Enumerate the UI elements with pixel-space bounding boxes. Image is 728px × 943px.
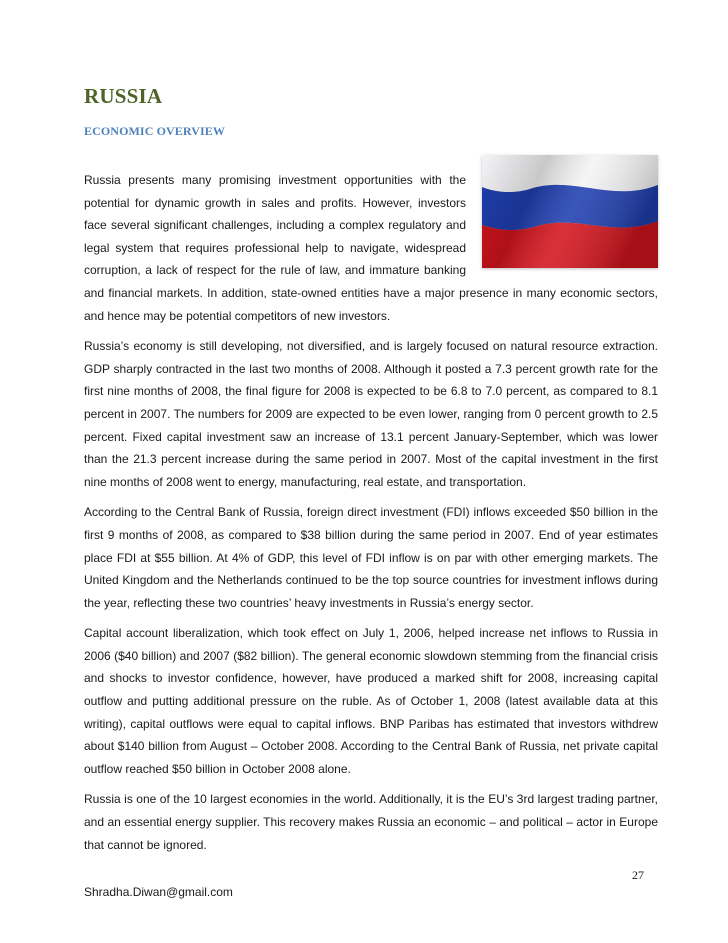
paragraph-2: Russia’s economy is still developing, not diversified, and is largely focused on natural resource extraction. GDP sharply contracted in the last two months of 2008. Although it posted a 7.3 percent growth rate for the first nine months of 2008, the final figure for 2008 is expected to be 6.8 to 7.0 percent, as compared to 8.1 percent in 2007. The numbers for 2009 are expected to be even lower, ranging from 0 percent growth to 2.5 percent. Fixed capital investment saw an increase of 13.1 percent January-September, which was lower than the 21.3 percent increase during the same period in 2007. Most of the capital investment in the first nine months of 2008 went to energy, manufacturing, real estate, and transportation. <box>84 339 658 489</box>
paragraph-4: Capital account liberalization, which took effect on July 1, 2006, helped increase net inflows to Russia in 2006 ($40 billion) and 2007 ($82 billion). The general economic slowdown stemming from the financial crisis and shocks to investor confidence, however, have produced a marked shift for 2008, increasing capital outflow and putting additional pressure on the ruble. As of October 1, 2008 (latest available data at this writing), capital outflows were equal to capital inflows. BNP Paribas has estimated that investors withdrew about $140 billion from August – October 2008. According to the Central Bank of Russia, net private capital outflow reached $50 billion in October 2008 alone. <box>84 626 658 776</box>
paragraph-1: Russia presents many promising investment opportunities with the potential for dynamic growth in sales and profits. However, investors face several significant challenges, including a complex regulatory and legal system that requires professional help to navigate, widespread corruption, a lack of respect for the rule of law, and immature banking and financial markets. In addition, state-owned entities have a major presence in many economic sectors, and hence may be potential competitors of new investors. <box>84 173 658 323</box>
body-text <box>84 169 658 864</box>
paragraph-5: Russia is one of the 10 largest economies in the world. Additionally, it is the EU’s 3rd largest trading partner, and an essential energy supplier. This recovery makes Russia an economic – and political – actor in Europe that cannot be ignored. <box>84 792 658 852</box>
footer-email: Shradha.Diwan@gmail.com <box>84 885 233 899</box>
page-number: 27 <box>632 868 644 882</box>
russia-flag-icon <box>482 155 658 268</box>
paragraph-3: According to the Central Bank of Russia, foreign direct investment (FDI) inflows exceeded $50 billion in the first 9 months of 2008, as compared to $38 billion during the same period in 2007. End of year estimates place FDI at $55 billion. At 4% of GDP, this level of FDI inflow is on par with other emerging markets. The United Kingdom and the Netherlands continued to be the top source countries for investment inflows during the year, reflecting these two countries’ heavy investments in Russia’s energy sector. <box>84 505 658 610</box>
section-heading: ECONOMIC OVERVIEW <box>84 124 225 138</box>
document-title: RUSSIA <box>84 84 163 108</box>
